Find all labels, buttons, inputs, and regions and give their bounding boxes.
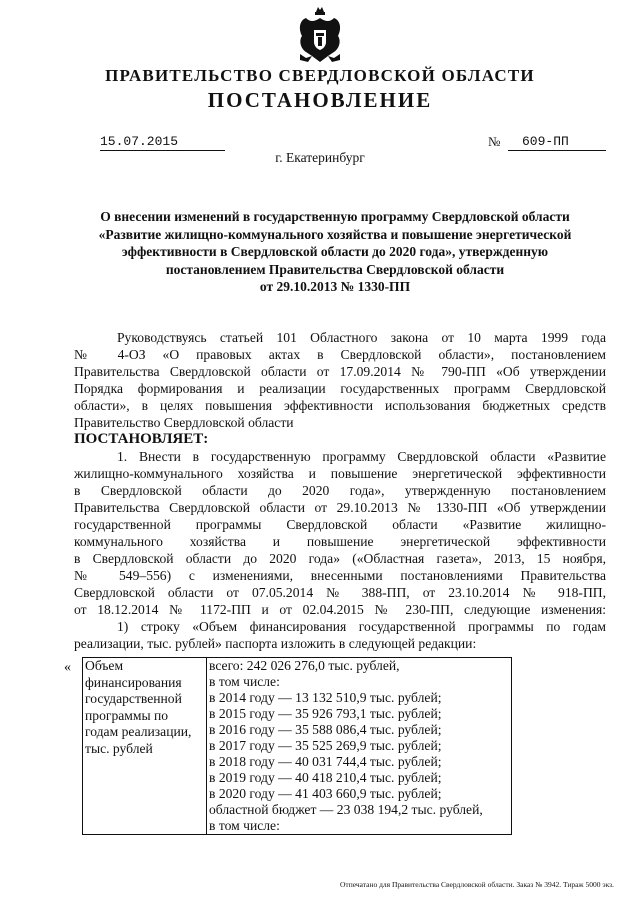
title-line: «Развитие жилищно-коммунального хозяйства и повышение энергетической — [98, 226, 572, 242]
body-line: Руководствуясь статьей 101 Областного закона от 10 марта 1999 года — [117, 330, 606, 345]
document-type: ПОСТАНОВЛЕНИЕ — [207, 88, 433, 112]
body-line: № 549–556) с изменениями, внесенными постановлениями Правительства — [74, 568, 606, 583]
label-line: государственной — [85, 691, 182, 706]
value-line: в 2016 году — 35 588 086,4 тыс. рублей; — [209, 722, 442, 737]
document-date: 15.07.2015 — [100, 134, 179, 149]
value-line: в 2014 году — 13 132 510,9 тыс. рублей; — [209, 690, 442, 705]
opening-quote: « — [64, 660, 71, 675]
body-line: в Свердловской области до 2020 года» («Областная газета», 2013, 15 ноября, — [74, 551, 606, 566]
body-line: Правительства Свердловской области от 17.09.2014 № 790-ПП «Об утверждении — [74, 364, 606, 379]
document-number: 609-ПП — [522, 134, 569, 149]
label-line: годам реализации, — [85, 724, 192, 739]
value-line: всего: 242 026 276,0 тыс. рублей, — [209, 658, 400, 673]
body-line: области», в целях повышения эффективности использования бюджетных средств — [74, 398, 606, 413]
body-line: Порядка формирования и реализации государственных программ Свердловской — [74, 381, 606, 396]
value-line: в 2019 году — 40 418 210,4 тыс. рублей; — [209, 770, 442, 785]
title-line: от 29.10.2013 № 1330-ПП — [259, 279, 411, 294]
title-line: эффективности в Свердловской области до 2020 года», утвержденную — [121, 244, 549, 259]
body-line: 1. Внести в государственную программу Свердловской области «Развитие — [117, 449, 606, 464]
title-line: постановлением Правительства Свердловской области — [165, 261, 505, 277]
body-line: № 4-ОЗ «О правовых актах в Свердловской области», постановлением — [74, 347, 606, 362]
table-row — [83, 658, 512, 835]
body-line: жилищно-коммунального хозяйства и повышение энергетической эффективности — [74, 466, 606, 481]
body-line: Свердловской области от 07.05.2014 № 388-ПП, от 23.10.2014 № 918-ПП, — [74, 585, 606, 600]
body-line: 1) строку «Объем финансирования государственной программы по годам — [117, 619, 606, 634]
body-line: Правительство Свердловской области — [74, 415, 294, 430]
body-line: государственной программы Свердловской области «Развитие жилищно- — [74, 517, 606, 532]
body-line: от 18.12.2014 № 1172-ПП и от 02.04.2015 № 230-ПП, следующие изменения: — [74, 602, 606, 617]
label-line: Объем — [85, 658, 124, 673]
table-label-cell — [83, 658, 207, 835]
document-title — [70, 208, 600, 296]
label-line: тыс. рублей — [85, 740, 153, 756]
body-line: Правительства Свердловской области от 29.10.2013 № 1330-ПП «Об утверждении — [74, 500, 606, 515]
table-value-cell — [207, 658, 512, 835]
coat-of-arms-icon — [296, 6, 344, 64]
body-line: реализации, тыс. рублей» паспорта изложить в следующей редакции: — [74, 636, 477, 651]
number-sign: № — [488, 134, 501, 149]
title-line: О внесении изменений в государственную программу Свердловской области — [100, 209, 570, 224]
financing-table — [82, 657, 512, 835]
value-line: в 2015 году — 35 926 793,1 тыс. рублей; — [209, 706, 442, 721]
city: г. Екатеринбург — [275, 150, 365, 165]
value-line: в том числе: — [209, 818, 280, 833]
value-line: областной бюджет — 23 038 194,2 тыс. рублей, — [209, 802, 483, 817]
label-line: программы по — [85, 707, 169, 723]
value-line: в том числе: — [209, 674, 280, 689]
value-line: в 2017 году — 35 525 269,9 тыс. рублей; — [209, 738, 442, 753]
value-line: в 2020 году — 41 403 660,9 тыс. рублей; — [209, 786, 442, 801]
value-line: в 2018 году — 40 031 744,4 тыс. рублей; — [209, 754, 442, 769]
label-line: финансирования — [85, 674, 182, 690]
body-line: коммунального хозяйства и повышение энергетической эффективности — [74, 534, 606, 549]
resolution-heading: ПОСТАНОВЛЯЕТ: — [74, 431, 209, 447]
print-footer: Отпечатано для Правительства Свердловской области. Заказ № 3942. Тираж 5000 экз. — [340, 880, 614, 889]
organization-name: ПРАВИТЕЛЬСТВО СВЕРДЛОВСКОЙ ОБЛАСТИ — [105, 66, 535, 85]
body-line: в Свердловской области до 2020 года», утвержденную постановлением — [74, 483, 606, 498]
